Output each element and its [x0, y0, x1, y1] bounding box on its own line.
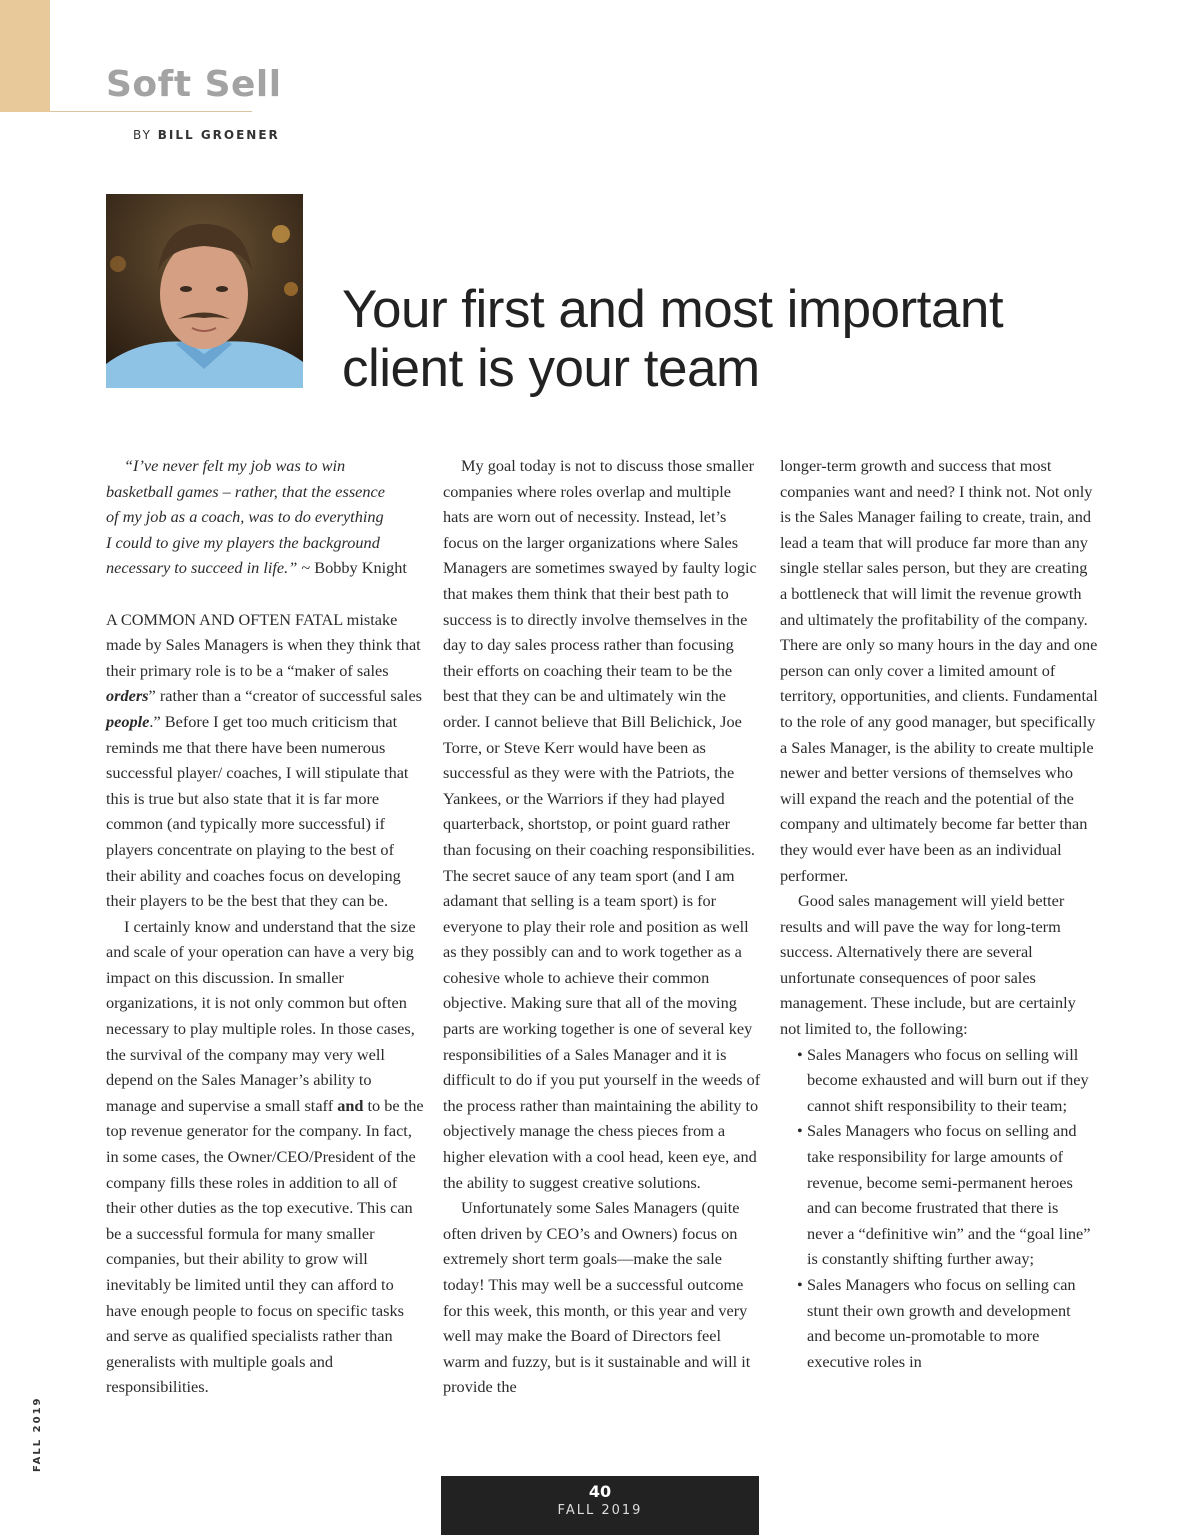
list-item-text: Sales Managers who focus on selling and take responsibility for large amounts of revenue, become semi-permanent heroes and can become frustrated that there is never a “definitive win” and the “goal line” is constantly shifting further away; [807, 1121, 1091, 1269]
author-photo [106, 194, 303, 388]
quote-line-1: “I’ve never felt my job was to win [124, 456, 346, 475]
list-item [780, 1272, 1098, 1374]
column-3 [780, 453, 1098, 1374]
list-item [780, 1042, 1098, 1119]
paragraph-4-continued: longer-term growth and success that most companies want and need? I think not. Not only is the Sales Manager failing to create, train, and lead a team that will produce far more than any single stellar sales person, but they are creating a bottleneck that will limit the revenue growth and ultimately the profitability of the company. There are only so many hours in the day and one person can only cover a limited amount of territory, opportunities, and clients. Fundamental to the role of any good manager, but specifically a Sales Manager, is the ability to create multiple newer and better versions of themselves who will expand the reach and the potential of the company and ultimately become far better than they would ever have been as an individual performer. [780, 456, 1098, 885]
accent-block [0, 0, 50, 112]
column-1 [106, 453, 424, 1400]
list-item-text: Sales Managers who focus on selling will become exhausted and will burn out if they cannot shift responsibility to their team; [807, 1044, 1089, 1115]
headline-line-1: Your first and most important [342, 280, 1004, 339]
p2-text-a: I certainly know and understand that the size and scale of your operation can have a very big impact on this discussion. In smaller organizations, it is not only common but often necessary to play multiple roles. In those cases, the survival of the company may very well depend on the Sales Manager’s ability to manage and supervise a small staff [106, 916, 416, 1115]
side-issue-label: FALL 2019 [32, 1396, 43, 1472]
footer-issue: FALL 2019 [557, 1503, 643, 1518]
headline-line-2: client is your team [342, 339, 760, 398]
p2-emphasis-and: and [337, 1095, 364, 1115]
author-portrait-graphic [106, 194, 303, 388]
opening-quote [106, 453, 424, 581]
p1-emphasis-orders: orders [106, 686, 149, 706]
quote-line-4: I could to give my players the background [106, 532, 380, 552]
paragraph-1 [106, 607, 424, 914]
column-2 [443, 453, 761, 1400]
p1-emphasis-people: people [106, 711, 150, 731]
bullet-marker: • [797, 1044, 803, 1064]
page-number: 40 [588, 1482, 612, 1501]
quote-line-2: basketball games – rather, that the essence [106, 481, 385, 501]
paragraph-2 [106, 914, 424, 1400]
p1-text-e: .” Before I get too much criticism that reminds me that there have been numerous successful player/ coaches, I will stipulate that this is true but also state that it is far more common (and typically more successful) if players concentrate on playing to the best of their ability and coaches focus on developing their players to be the best that they can be. [106, 711, 409, 911]
byline-author: BILL GROENER [157, 128, 280, 142]
quote-attribution: ~ Bobby Knight [301, 558, 407, 578]
bullet-marker: • [797, 1275, 803, 1294]
paragraph-4: Unfortunately some Sales Managers (quite often driven by CEO’s and Owners) focus on extremely short term goals—make the sale today! This may well be a successful outcome for this week, this month, or this year and very well may make the Board of Directors feel warm and fuzzy, but is it sustainable and will it provide the [443, 1198, 751, 1397]
quote-line-5: necessary to succeed in life.” [106, 558, 298, 578]
page-footer [441, 1476, 759, 1535]
list-item-text: Sales Managers who focus on selling can stunt their own growth and development and become un-promotable to more executive roles in [807, 1275, 1076, 1371]
byline [133, 128, 280, 142]
byline-prefix: BY [133, 128, 152, 142]
consequences-list [780, 1042, 1098, 1375]
paragraph-5: Good sales management will yield better results and will pave the way for long-term success. Alternatively there are several unfortunate consequences of poor sales management. These include, but are certainly not limited to, the following: [780, 891, 1076, 1039]
p2-text-c: to be the top revenue generator for the company. In fact, in some cases, the Owner/CEO/President of the company fills these roles in addition to all of their other duties as the top executive. This can be a successful formula for many smaller companies, but their ability to grow will inevitably be limited until they can afford to have enough people to focus on specific tasks and serve as qualified specialists rather than generalists with multiple goals and responsibilities. [106, 1095, 424, 1397]
section-title: Soft Sell [106, 64, 282, 105]
p1-text-a: A COMMON AND OFTEN FATAL mistake made by Sales Managers is when they think that their primary role is to be a “maker of sales [106, 609, 421, 680]
paragraph-3: My goal today is not to discuss those smaller companies where roles overlap and multiple hats are worn out of necessity. Instead, let’s focus on the larger organizations where Sales Managers are sometimes swayed by faulty logic that makes them think that their best path to success is to directly involve themselves in the day to day sales process rather than focusing their efforts on coaching their team to be the best that they can be and ultimately win the order. I cannot believe that Bill Belichick, Joe Torre, or Steve Kerr would have been as successful as they were with the Patriots, the Yankees, or the Warriors if they had played quarterback, shortstop, or point guard rather than focusing on their coaching responsibilities. The secret sauce of any team sport (and I am adamant that selling is a team sport) is for everyone to play their role and position as well as they possibly can and to work together as a cohesive whole to achieve their common objective. Making sure that all of the moving parts are working together is one of several key responsibilities of a Sales Manager and it is difficult to do if you put yourself in the weeds of the process rather than maintaining the ability to objectively manage the chess pieces from a higher elevation with a cool head, keen eye, and the ability to suggest creative solutions. [443, 456, 761, 1192]
list-item [780, 1118, 1098, 1272]
p1-text-c: ” rather than a “creator of successful sales [148, 686, 423, 706]
bullet-marker: • [797, 1121, 803, 1141]
quote-line-3: of my job as a coach, was to do everything [106, 507, 384, 527]
article-headline [342, 280, 1142, 398]
header-rule [50, 111, 252, 112]
